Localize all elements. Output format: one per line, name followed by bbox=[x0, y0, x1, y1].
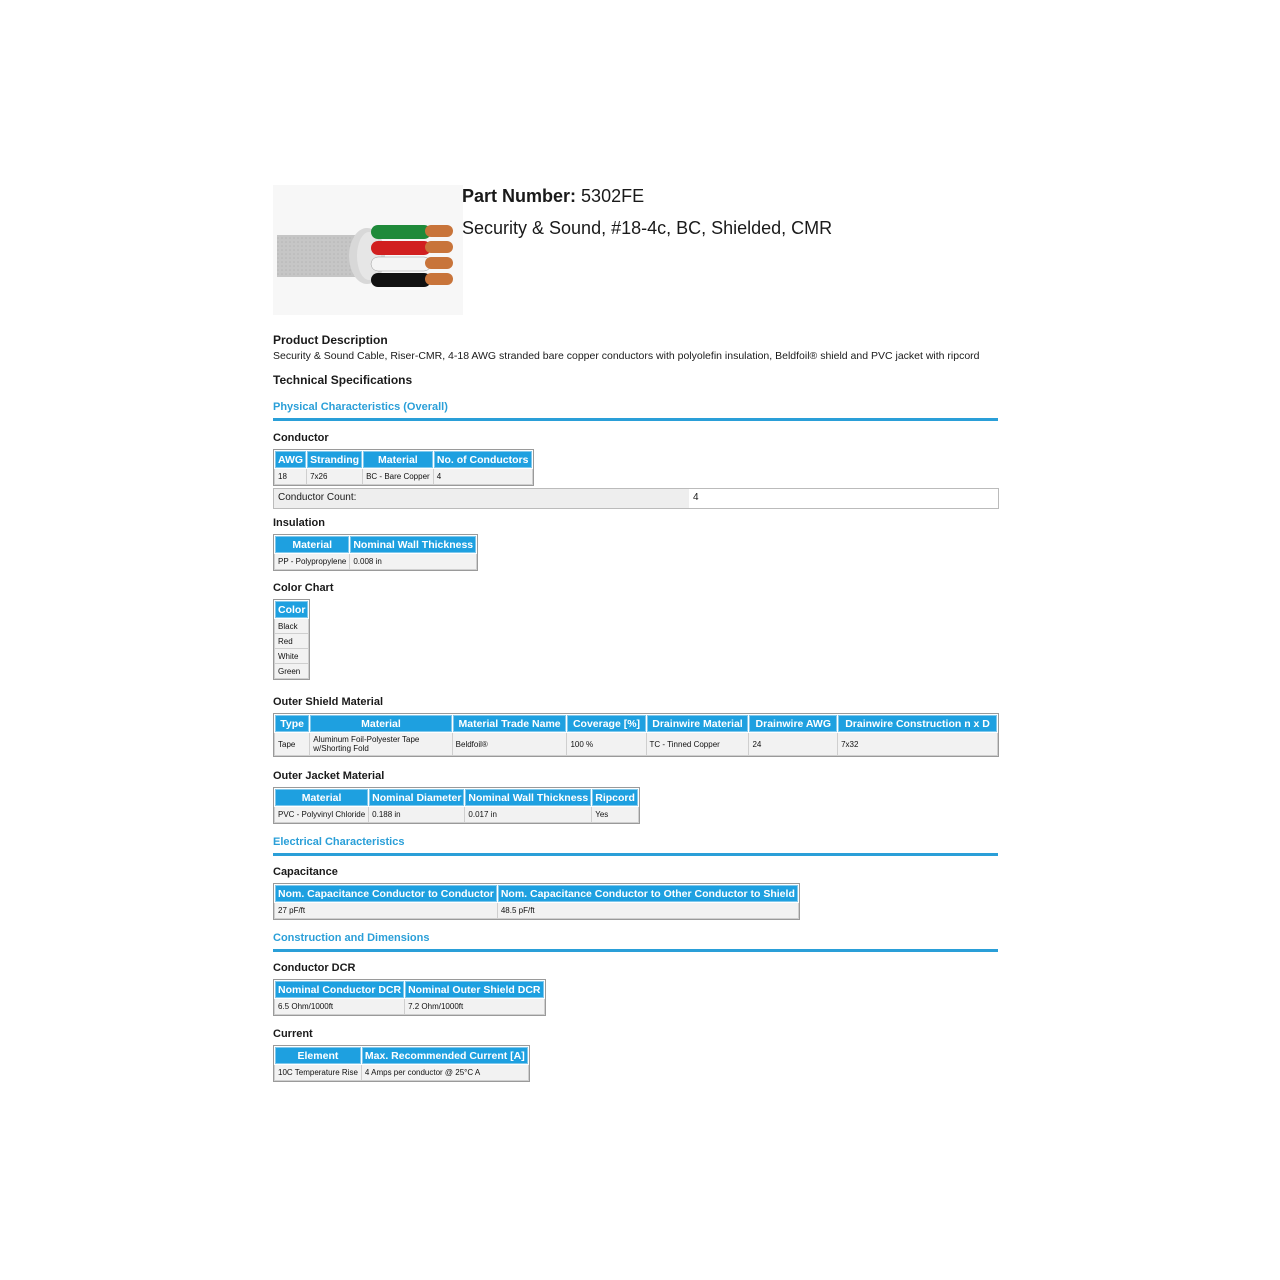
construction-section-title: Construction and Dimensions bbox=[273, 932, 430, 944]
technical-specifications-heading: Technical Specifications bbox=[273, 373, 413, 387]
table-row bbox=[275, 1065, 529, 1081]
table-cell: 10C Temperature Rise bbox=[275, 1065, 362, 1081]
table-header-row bbox=[275, 981, 545, 999]
table-header-row bbox=[275, 536, 477, 554]
conductor-dcr-table bbox=[274, 980, 545, 1015]
color-chart-heading: Color Chart bbox=[273, 582, 334, 594]
table-cell: Red bbox=[275, 634, 309, 649]
outer-shield-heading: Outer Shield Material bbox=[273, 696, 384, 708]
section-divider bbox=[273, 853, 998, 856]
part-number-label: Part Number: bbox=[462, 186, 577, 206]
table-row bbox=[275, 664, 309, 679]
table-header-row bbox=[275, 1047, 529, 1065]
table-cell: Yes bbox=[592, 807, 639, 823]
column-header: Nominal Diameter bbox=[369, 789, 465, 807]
table-row bbox=[275, 903, 799, 919]
conductor-count-value: 4 bbox=[689, 489, 998, 508]
table-cell: White bbox=[275, 649, 309, 664]
column-header: Color bbox=[275, 601, 309, 619]
table-header-row bbox=[275, 789, 639, 807]
conductor-count-label: Conductor Count: bbox=[274, 489, 689, 508]
column-header: Max. Recommended Current [A] bbox=[361, 1047, 528, 1065]
table-cell: 7x32 bbox=[838, 733, 998, 756]
outer-jacket-heading: Outer Jacket Material bbox=[273, 770, 385, 782]
table-cell: 7.2 Ohm/1000ft bbox=[405, 999, 544, 1015]
table-cell: PVC - Polyvinyl Chloride bbox=[275, 807, 369, 823]
conductor-table bbox=[274, 450, 533, 485]
table-cell: Aluminum Foil-Polyester Tape w/Shorting Fold bbox=[310, 733, 452, 756]
table-header-row bbox=[275, 885, 799, 903]
column-header: Drainwire Construction n x D bbox=[838, 715, 998, 733]
section-divider bbox=[273, 949, 998, 952]
table-header-row bbox=[275, 451, 533, 469]
table-cell: 27 pF/ft bbox=[275, 903, 498, 919]
column-header: Nominal Wall Thickness bbox=[465, 789, 592, 807]
column-header: Element bbox=[275, 1047, 362, 1065]
table-cell: 4 Amps per conductor @ 25°C A bbox=[361, 1065, 528, 1081]
column-header: Nominal Wall Thickness bbox=[350, 536, 477, 554]
column-header: Nominal Conductor DCR bbox=[275, 981, 405, 999]
cable-product-image bbox=[273, 185, 463, 315]
conductor-dcr-heading: Conductor DCR bbox=[273, 962, 356, 974]
table-cell: 18 bbox=[275, 469, 307, 485]
column-header: Nom. Capacitance Conductor to Other Conductor to Shield bbox=[497, 885, 798, 903]
insulation-heading: Insulation bbox=[273, 517, 325, 529]
product-title: Security & Sound, #18-4c, BC, Shielded, CMR bbox=[462, 218, 833, 238]
table-cell: 48.5 pF/ft bbox=[497, 903, 798, 919]
table-cell: Green bbox=[275, 664, 309, 679]
table-row bbox=[275, 634, 309, 649]
column-header: Drainwire Material bbox=[646, 715, 749, 733]
column-header: Material bbox=[310, 715, 452, 733]
table-row bbox=[275, 554, 477, 570]
electrical-section-title: Electrical Characteristics bbox=[273, 836, 405, 848]
part-number bbox=[462, 186, 644, 207]
capacitance-table bbox=[274, 884, 799, 919]
capacitance-heading: Capacitance bbox=[273, 866, 338, 878]
table-cell: 7x26 bbox=[307, 469, 363, 485]
column-header: Type bbox=[275, 715, 310, 733]
column-header: AWG bbox=[275, 451, 307, 469]
column-header: Nom. Capacitance Conductor to Conductor bbox=[275, 885, 498, 903]
table-row bbox=[275, 807, 639, 823]
table-cell: Beldfoil® bbox=[452, 733, 567, 756]
table-cell: TC - Tinned Copper bbox=[646, 733, 749, 756]
table-row bbox=[275, 733, 998, 756]
table-cell: 24 bbox=[749, 733, 838, 756]
column-header: Drainwire AWG bbox=[749, 715, 838, 733]
product-description-text: Security & Sound Cable, Riser-CMR, 4-18 AWG stranded bare copper conductors with polyolefin insulation, Beldfoil® shield and PVC jacket with ripcord bbox=[273, 350, 980, 362]
table-cell: 0.008 in bbox=[350, 554, 477, 570]
table-cell: 100 % bbox=[567, 733, 646, 756]
section-divider bbox=[273, 418, 998, 421]
table-cell: BC - Bare Copper bbox=[363, 469, 434, 485]
outer-shield-table bbox=[274, 714, 998, 756]
column-header: Stranding bbox=[307, 451, 363, 469]
insulation-table bbox=[274, 535, 477, 570]
table-cell: 4 bbox=[433, 469, 532, 485]
table-row bbox=[275, 619, 309, 634]
table-header-row bbox=[275, 715, 998, 733]
table-cell: 0.188 in bbox=[369, 807, 465, 823]
table-cell: Tape bbox=[275, 733, 310, 756]
table-cell: 0.017 in bbox=[465, 807, 592, 823]
table-row bbox=[275, 469, 533, 485]
product-description-heading: Product Description bbox=[273, 333, 388, 347]
column-header: Coverage [%] bbox=[567, 715, 646, 733]
column-header: Ripcord bbox=[592, 789, 639, 807]
column-header: Nominal Outer Shield DCR bbox=[405, 981, 544, 999]
physical-section-title: Physical Characteristics (Overall) bbox=[273, 401, 448, 413]
conductor-count-row bbox=[273, 488, 999, 509]
column-header: Material Trade Name bbox=[452, 715, 567, 733]
column-header: Material bbox=[363, 451, 434, 469]
current-table bbox=[274, 1046, 529, 1081]
table-cell: Black bbox=[275, 619, 309, 634]
current-heading: Current bbox=[273, 1028, 313, 1040]
table-row bbox=[275, 999, 545, 1015]
table-row bbox=[275, 649, 309, 664]
column-header: Material bbox=[275, 536, 350, 554]
part-number-value: 5302FE bbox=[581, 186, 645, 206]
conductor-heading: Conductor bbox=[273, 432, 329, 444]
column-header: No. of Conductors bbox=[433, 451, 532, 469]
table-header-row bbox=[275, 601, 309, 619]
table-cell: PP - Polypropylene bbox=[275, 554, 350, 570]
table-cell: 6.5 Ohm/1000ft bbox=[275, 999, 405, 1015]
color-chart-table bbox=[274, 600, 309, 679]
column-header: Material bbox=[275, 789, 369, 807]
outer-jacket-table bbox=[274, 788, 639, 823]
